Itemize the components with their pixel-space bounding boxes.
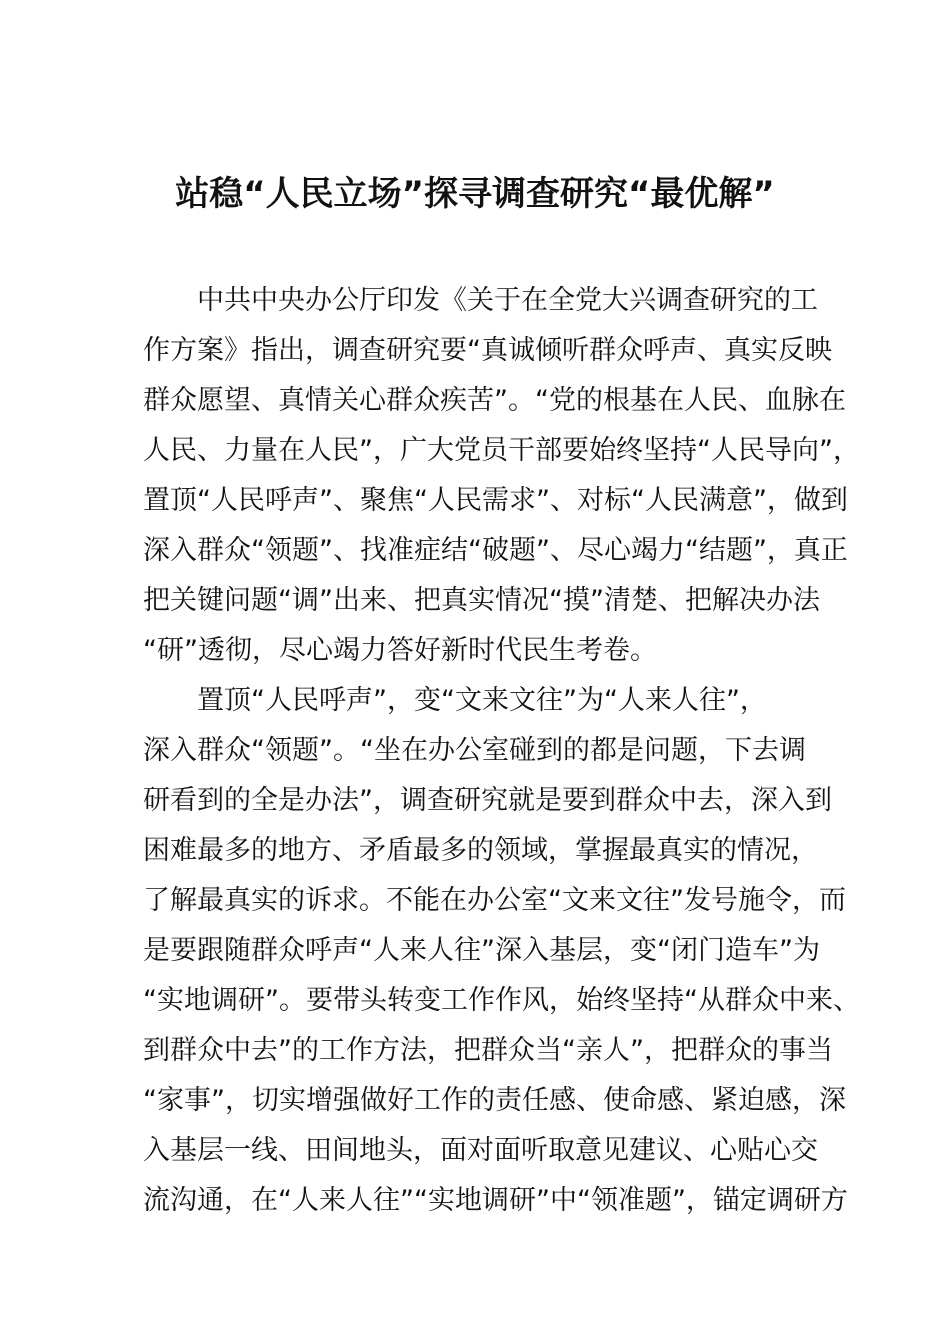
paragraph-1-line: 深入群众“领题”、找准症结“破题”、尽心竭力“结题”，真正 bbox=[143, 535, 848, 566]
paragraph-2-line: 深入群众“领题”。“坐在办公室碰到的都是问题，下去调 bbox=[143, 735, 806, 766]
paragraph-1-line: 中共中央办公厅印发《关于在全党大兴调查研究的工 bbox=[197, 285, 818, 316]
document-title: 站稳“人民立场”探寻调查研究“最优解” bbox=[175, 174, 775, 214]
paragraph-1-line: 把关键问题“调”出来、把真实情况“摸”清楚、把解决办法 bbox=[143, 585, 820, 616]
paragraph-2-line: 是要跟随群众呼声“人来人往”深入基层，变“闭门造车”为 bbox=[143, 935, 820, 966]
paragraph-2-line: 研看到的全是办法”，调查研究就是要到群众中去，深入到 bbox=[143, 785, 832, 816]
paragraph-2-line: “实地调研”。要带头转变工作作风，始终坚持“从群众中来、 bbox=[143, 985, 860, 1016]
paragraph-2-line: 困难最多的地方、矛盾最多的领域，掌握最真实的情况， bbox=[143, 835, 818, 866]
paragraph-2-line: 流沟通，在“人来人往”“实地调研”中“领准题”，锚定调研方 bbox=[143, 1185, 848, 1216]
paragraph-1-line: 置顶“人民呼声”、聚焦“人民需求”、对标“人民满意”，做到 bbox=[143, 485, 848, 516]
paragraph-2-line: 了解最真实的诉求。不能在办公室“文来文往”发号施令，而 bbox=[143, 885, 846, 916]
paragraph-1-line: “研”透彻，尽心竭力答好新时代民生考卷。 bbox=[143, 635, 657, 666]
paragraph-1-line: 群众愿望、真情关心群众疾苦”。“党的根基在人民、血脉在 bbox=[143, 385, 846, 416]
paragraph-2-line: “家事”，切实增强做好工作的责任感、使命感、紧迫感，深 bbox=[143, 1085, 846, 1116]
paragraph-1-line: 作方案》指出，调查研究要“真诚倾听群众呼声、真实反映 bbox=[143, 335, 832, 366]
paragraph-2-line: 到群众中去”的工作方法，把群众当“亲人”，把群众的事当 bbox=[143, 1035, 833, 1066]
document-body bbox=[143, 276, 860, 1226]
paragraph-1-line: 人民、力量在人民”，广大党员干部要始终坚持“人民导向”， bbox=[143, 435, 860, 466]
paragraph-2-line: 置顶“人民呼声”，变“文来文往”为“人来人往”， bbox=[197, 685, 767, 716]
paragraph-2-line: 入基层一线、田间地头，面对面听取意见建议、心贴心交 bbox=[143, 1135, 818, 1166]
